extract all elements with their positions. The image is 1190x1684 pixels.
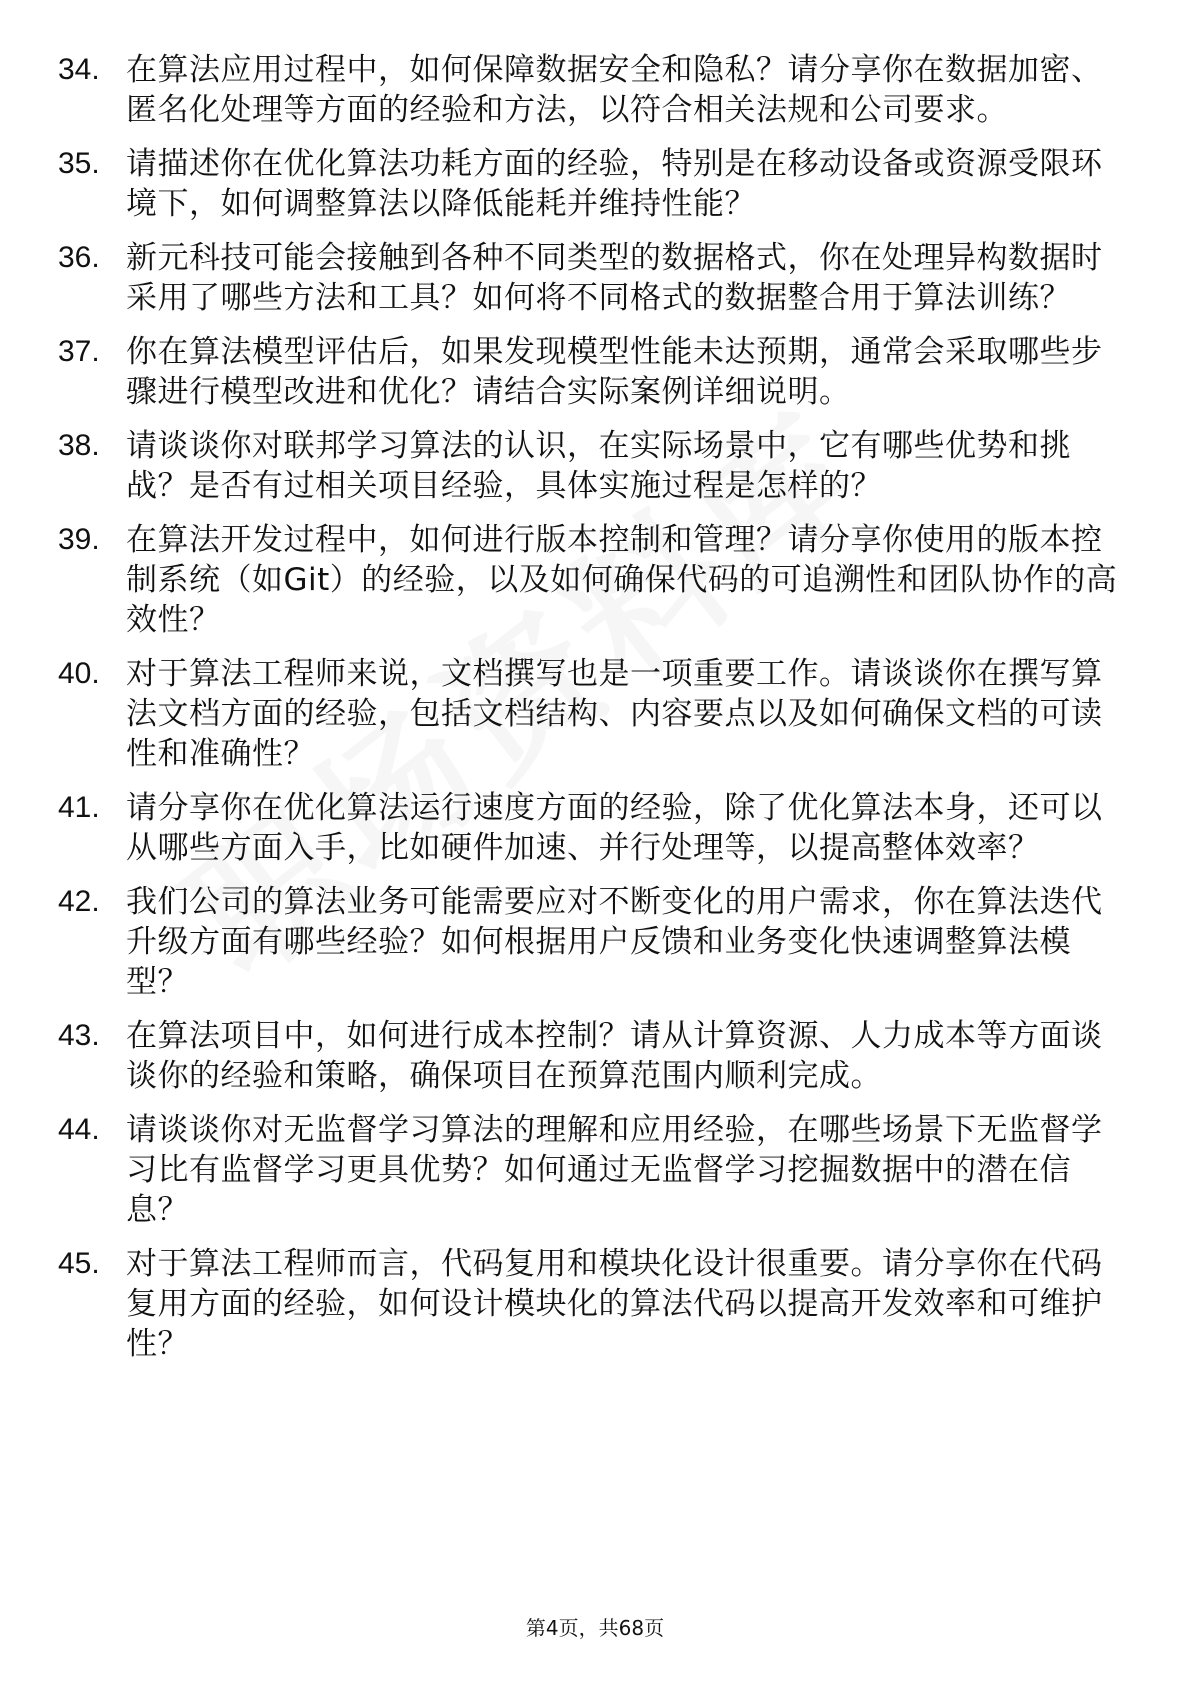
question-list <box>58 50 1118 1378</box>
question-number: 38. <box>58 429 100 462</box>
question-text: 对于算法工程师而言，代码复用和模块化设计很重要。请分享你在代码复用方面的经验，如何设计模块化的算法代码以提高开发效率和可维护性？ <box>126 1246 1103 1362</box>
question-number: 36. <box>58 241 100 274</box>
question-text: 请分享你在优化算法运行速度方面的经验，除了优化算法本身，还可以从哪些方面入手，比如硬件加速、并行处理等，以提高整体效率？ <box>126 790 1103 866</box>
question-text: 我们公司的算法业务可能需要应对不断变化的用户需求，你在算法迭代升级方面有哪些经验？如何根据用户反馈和业务变化快速调整算法模型？ <box>126 884 1103 1000</box>
question-number: 40. <box>58 657 100 690</box>
question-text: 请谈谈你对联邦学习算法的认识，在实际场景中，它有哪些优势和挑战？是否有过相关项目经验，具体实施过程是怎样的？ <box>126 428 1071 504</box>
question-number: 39. <box>58 523 100 556</box>
question-number: 43. <box>58 1019 100 1052</box>
question-item <box>58 520 1118 640</box>
question-number: 45. <box>58 1247 100 1280</box>
question-text: 在算法应用过程中，如何保障数据安全和隐私？请分享你在数据加密、匿名化处理等方面的经验和方法，以符合相关法规和公司要求。 <box>126 52 1103 128</box>
question-text: 你在算法模型评估后，如果发现模型性能未达预期，通常会采取哪些步骤进行模型改进和优化？请结合实际案例详细说明。 <box>126 334 1103 410</box>
question-text: 新元科技可能会接触到各种不同类型的数据格式，你在处理异构数据时采用了哪些方法和工具？如何将不同格式的数据整合用于算法训练？ <box>126 240 1103 316</box>
question-item <box>58 654 1118 774</box>
question-item <box>58 882 1118 1002</box>
question-item <box>58 1016 1118 1096</box>
question-number: 35. <box>58 147 100 180</box>
question-text: 在算法项目中，如何进行成本控制？请从计算资源、人力成本等方面谈谈你的经验和策略，确保项目在预算范围内顺利完成。 <box>126 1018 1103 1094</box>
page-number-label: 第4页，共68页 <box>525 1616 665 1640</box>
question-item <box>58 788 1118 868</box>
question-text: 请描述你在优化算法功耗方面的经验，特别是在移动设备或资源受限环境下，如何调整算法以降低能耗并维持性能？ <box>126 146 1103 222</box>
question-number: 44. <box>58 1113 100 1146</box>
question-number: 34. <box>58 53 100 86</box>
question-number: 37. <box>58 335 100 368</box>
question-item <box>58 238 1118 318</box>
question-item <box>58 50 1118 130</box>
question-text: 在算法开发过程中，如何进行版本控制和管理？请分享你使用的版本控制系统（如Git）的经验，以及如何确保代码的可追溯性和团队协作的高效性？ <box>126 522 1118 638</box>
question-text: 对于算法工程师来说，文档撰写也是一项重要工作。请谈谈你在撰写算法文档方面的经验，包括文档结构、内容要点以及如何确保文档的可读性和准确性？ <box>126 656 1103 772</box>
question-text: 请谈谈你对无监督学习算法的理解和应用经验，在哪些场景下无监督学习比有监督学习更具优势？如何通过无监督学习挖掘数据中的潜在信息？ <box>126 1112 1103 1228</box>
question-item <box>58 1244 1118 1364</box>
question-item <box>58 1110 1118 1230</box>
question-number: 41. <box>58 791 100 824</box>
question-item <box>58 332 1118 412</box>
question-number: 42. <box>58 885 100 918</box>
question-item <box>58 144 1118 224</box>
question-item <box>58 426 1118 506</box>
page-footer <box>0 1614 1190 1642</box>
